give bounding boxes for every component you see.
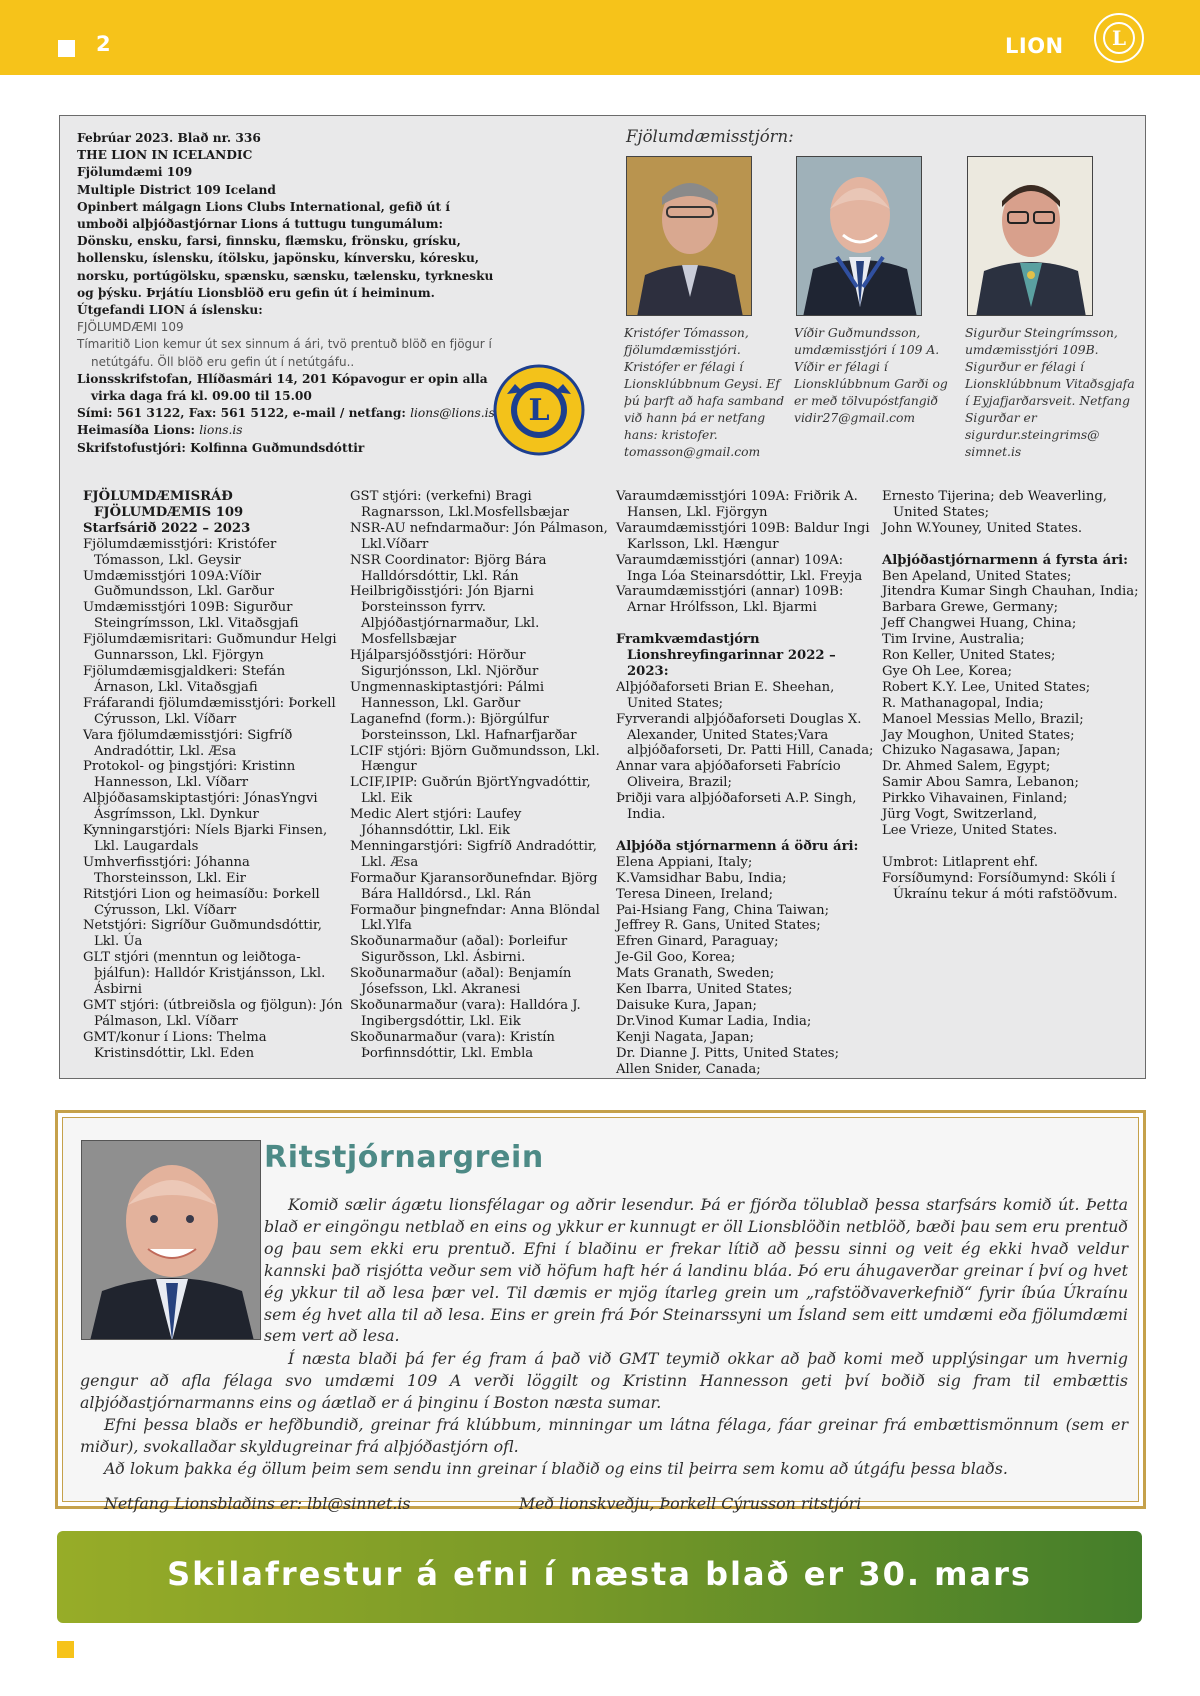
- spacer: [882, 537, 1140, 553]
- list-item: NSR-AU nefndarmaður: Jón Pálmason, Lkl.Víðarr: [350, 520, 608, 552]
- list-item: Lee Vrieze, United States.: [882, 823, 1058, 839]
- publisher-label: Útgefandi LION á íslensku:: [77, 303, 263, 318]
- page-header: [0, 0, 1200, 75]
- list-item: GST stjóri: (verkefni) Bragi Ragnarsson, Lkl.Mosfellsbæjar: [350, 489, 569, 520]
- list-item: Tim Irvine, Australia;: [882, 632, 1025, 648]
- spacer: [882, 839, 1140, 855]
- list-item: Skoðunarmaður (aðal): Þorleifur Sigurðsson, Lkl. Ásbirni.: [350, 934, 568, 966]
- spacer: [616, 616, 874, 632]
- list-item: Efren Ginard, Paraguay;: [616, 934, 779, 950]
- website-link[interactable]: lions.is: [199, 423, 243, 438]
- list-item: Ernesto Tijerina; deb Weaverling, United States;: [882, 489, 1107, 520]
- list-item: Ben Apeland, United States;: [882, 568, 1072, 584]
- list-item: Laganefnd (form.): Björgúlfur Þorsteinsson, Lkl. Hafnarfjarðar: [350, 711, 577, 743]
- editorial-paragraph-2: Í næsta blaði þá fer ég fram á það við GMT teymið okkar að það komi með upplýsingar um hvernig gengur að afla félaga svo umdæmi 109 A verði löggilt og Kristinn Hannesson geti því boðið sig fram til embættis alþjóðastjórnarmanns eins og áætlað er á þinginu í Boston næsta sumar.: [80, 1349, 1128, 1412]
- list-item: Fjölumdæmisritari: Guðmundur Helgi Gunnarsson, Lkl. Fjörgyn: [83, 632, 337, 664]
- list-item: Manoel Messias Mello, Brazil;: [882, 711, 1084, 727]
- list-item: Dr.Vinod Kumar Ladia, India;: [616, 1013, 812, 1029]
- list-item: NSR Coordinator: Björg Bára Halldórsdóttir, Lkl. Rán: [350, 552, 547, 584]
- list-item: Umdæmisstjóri 109B: Sigurður Steingrímsson, Lkl. Vitaðsgjafi: [83, 600, 299, 632]
- list-item: Teresa Dineen, Ireland;: [616, 886, 774, 902]
- list-item: Ron Keller, United States;: [882, 648, 1056, 664]
- website-line: Heimasíða Lions: lions.is: [77, 423, 243, 438]
- svg-text:L: L: [528, 393, 550, 428]
- office-info: Lionsskrifstofan, Hlíðasmári 14, 201 Kópavogur er opin alla virka daga frá kl. 09.00 til 15.00: [77, 371, 488, 404]
- list-item: GLT stjóri (menntun og leiðtoga-þjálfun): Halldór Kristjánsson, Lkl. Ásbirni: [83, 950, 326, 998]
- list-item: Varaumdæmisstjóri 109A: Friðrik A. Hansen, Lkl. Fjörgyn: [616, 489, 858, 520]
- portrait-vidir-icon: [796, 156, 922, 316]
- list-item: Barbara Grewe, Germany;: [882, 600, 1059, 616]
- editorial-inner: [62, 1117, 1139, 1513]
- list-item: Formaður þingnefndar: Anna Blöndal Lkl.Ylfa: [350, 902, 600, 934]
- list-item: Pirkko Vihavainen, Finland;: [882, 791, 1068, 807]
- list-item: Annar vara aþjóðaforseti Fabrício Oliveira, Brazil;: [616, 759, 841, 791]
- list-item: Varaumdæmisstjóri (annar) 109A: Inga Lóa Steinarsdóttir, Lkl. Freyja: [616, 552, 863, 584]
- executive-heading: Framkvæmdastjórn Lionshreyfingarinnar 2022 – 2023:: [616, 632, 836, 679]
- masthead-box: [59, 115, 1146, 1079]
- portrait-sigurdur-icon: [967, 156, 1093, 316]
- list-item: Formaður Kjaransorðunefndar. Björg Bára Halldórsd., Lkl. Rán: [350, 870, 598, 902]
- list-item: Umbrot: Litlaprent ehf.: [882, 854, 1039, 870]
- list-item: Chizuko Nagasawa, Japan;: [882, 743, 1061, 759]
- list-item: Vara fjölumdæmisstjóri: Sigfríð Andradóttir, Lkl. Æsa: [83, 727, 293, 759]
- council-column-4: [882, 489, 1140, 903]
- list-item: Mats Granath, Sweden;: [616, 966, 775, 982]
- list-item: Kynningarstjóri: Níels Bjarki Finsen, Lkl. Laugardals: [83, 823, 328, 854]
- contact-line: Sími: 561 3122, Fax: 561 5122, e-mail / netfang: lions@lions.is: [77, 406, 495, 421]
- council-column-1: [83, 489, 343, 1062]
- editorial-paragraph-1: Komið sælir ágætu lionsfélagar og aðrir lesendur. Þá er fjórða tölublað þessa starfsárs komið út. Þetta blað er eingöngu netblað en eins og ykkur er kunnugt er öll Lionsblöðin netblöð, bæði þau sem eru prentuð og þau sem ekki eru prentuð. Efni í blaðinu er frekar lítið að þessu sinni og veit ég ekki hvað veldur kannski það risjótta veður sem við höfum haft hér á landinu bláa. Þó eru áhugaverðar greinar í því og hvet ég ykkur til að lesa þær vel. Til dæmis er mjög ítarleg grein um „rafstöðvaverkefnið“ fyrir íbúa Úkraínu sem ég hvet alla til að lesa. Eins er grein frá Þór Steinarssyni um Ísland sem eitt umdæmi eða fjölumdæmi sem vert að lesa.: [264, 1195, 1128, 1346]
- spacer: [616, 823, 874, 839]
- editorial-paragraph-4: Að lokum þakka ég öllum þeim sem sendu inn greinar í blaðið og eins til þeirra sem komu að útgáfu þessa blaðs.: [104, 1459, 1008, 1478]
- council-year: Starfsárið 2022 – 2023: [83, 520, 251, 536]
- portrait-kristofer-icon: [626, 156, 752, 316]
- svg-text:L: L: [1111, 26, 1127, 50]
- list-item: Medic Alert stjóri: Laufey Jóhannsdóttir, Lkl. Eik: [350, 807, 522, 839]
- list-item: Ungmennaskiptastjóri: Pálmi Hannesson, Lkl. Garður: [350, 679, 545, 711]
- council-column-3: [616, 489, 874, 1078]
- board-caption-2: Víðir Guðmundsson, umdæmisstjóri í 109 A. Víðir er félagi í Lionsklúbbnum Garði og er með tölvupóstfangið vidir27@gmail.com: [794, 326, 948, 425]
- list-item: Robert K.Y. Lee, United States;: [882, 679, 1091, 695]
- board-caption-3: Sigurður Steingrímsson, umdæmisstjóri 109B. Sigurður er félagi í Lionsklúbbnum Vitaðsgjafa í Eyjafjarðarsveit. Netfang Sigurðar er sigurdur.steingrims@ simnet.is: [965, 326, 1135, 459]
- list-item: K.Vamsidhar Babu, India;: [616, 870, 787, 886]
- list-item: Dr. Dianne J. Pitts, United States;: [616, 1045, 840, 1061]
- list-item: Alþjóðasamskiptastjóri: JónasYngvi Ásgrímsson, Lkl. Dynkur: [83, 791, 318, 823]
- board-caption-1: Kristófer Tómasson, fjölumdæmisstjóri. Kristófer er félagi í Lionsklúbbnum Geysi. Ef þú þarft að hafa samband við hann þá er netfang hans: kristofer. tomasson@gmail.com: [624, 326, 785, 459]
- lions-international-emblem-icon: [493, 364, 585, 456]
- list-item: Umhverfisstjóri: Jóhanna Thorsteinsson, Lkl. Eir: [83, 854, 250, 886]
- list-item: Gye Oh Lee, Korea;: [882, 663, 1013, 679]
- list-item: Kenji Nagata, Japan;: [616, 1029, 754, 1045]
- list-item: Hjálparsjóðsstjóri: Hörður Sigurjónsson, Lkl. Njörður: [350, 648, 539, 679]
- publication-frequency: Tímaritið Lion kemur út sex sinnum á ári, tvö prentuð blöð en fjögur í netútgáfu. Öll blöð eru gefin út í netútgáfu..: [77, 337, 492, 369]
- lions-emblem-icon: [1093, 12, 1145, 64]
- editorial-signature: Með lionskveðju, Þorkell Cýrusson ritstjóri: [519, 1494, 862, 1513]
- publication-info: [77, 130, 497, 457]
- list-item: Varaumdæmisstjóri (annar) 109B: Arnar Hrólfsson, Lkl. Bjarmi: [616, 584, 844, 616]
- deadline-text: Skilafrestur á efni í næsta blað er 30. mars: [167, 1555, 1032, 1593]
- council-column-2: [350, 489, 608, 1062]
- list-item: Samir Abou Samra, Lebanon;: [882, 775, 1079, 791]
- list-item: Fráfarandi fjölumdæmisstjóri: Þorkell Cýrusson, Lkl. Víðarr: [83, 695, 336, 727]
- publication-description: Opinbert málgagn Lions Clubs International, gefið út í umboði alþjóðastjórnar Lions á tuttugu tungumálum: Dönsku, ensku, farsi, finnsku, flæmsku, frönsku, grísku, hollensku, íslensku, ítölsku, japönsku, kínversku, kóresku, norsku, portúgölsku, spænsku, sænsku, tælensku, tyrknesku og þýsku. Þrjátíu Lionsblöð eru gefin út í heiminum.: [77, 199, 494, 300]
- list-item: Þriðji vara alþjóðaforseti A.P. Singh, India.: [616, 791, 857, 823]
- publisher-name: FJÖLUMDÆMI 109: [77, 320, 184, 335]
- list-item: Netstjóri: Sigríður Guðmundsdóttir, Lkl. Úa: [83, 918, 322, 950]
- list-item: Fyrverandi alþjóðaforseti Douglas X. Alexander, United States;Vara alþjóðaforseti, Dr. Patti Hill, Canada;: [616, 711, 874, 759]
- list-item: Ken Ibarra, United States;: [616, 982, 793, 998]
- first-year-heading: Alþjóðastjórnarmenn á fyrsta ári:: [882, 552, 1129, 568]
- list-item: Fjölumdæmisstjóri: Kristófer Tómasson, Lkl. Geysir: [83, 536, 277, 568]
- list-item: GMT stjóri: (útbreiðsla og fjölgun): Jón Pálmason, Lkl. Víðarr: [83, 998, 343, 1029]
- list-item: Jürg Vogt, Switzerland,: [882, 807, 1038, 823]
- issue-date: Febrúar 2023. Blað nr. 336: [77, 131, 261, 145]
- list-item: R. Mathanagopal, India;: [882, 695, 1044, 711]
- list-item: Menningarstjóri: Sigfríð Andradóttir, Lkl. Æsa: [350, 838, 597, 870]
- list-item: Dr. Ahmed Salem, Egypt;: [882, 759, 1051, 775]
- council-heading: FJÖLUMDÆMISRÁÐ: [83, 489, 233, 504]
- page-number: 2: [96, 32, 111, 56]
- publication-name: THE LION IN ICELANDIC: [77, 148, 253, 163]
- district-name-en: Multiple District 109 Iceland: [77, 182, 276, 197]
- magazine-title: LION: [1005, 34, 1064, 58]
- list-item: Fjölumdæmisgjaldkeri: Stefán Árnason, Lkl. Vitaðsgjafi: [83, 663, 286, 695]
- board-title: Fjölumdæmisstjórn:: [626, 127, 794, 146]
- list-item: John W.Youney, United States.: [882, 520, 1083, 536]
- office-manager: Skrifstofustjóri: Kolfinna Guðmundsdóttir: [77, 440, 365, 455]
- list-item: Allen Snider, Canada;: [616, 1061, 761, 1077]
- list-item: Skoðunarmaður (aðal): Benjamín Jósefsson, Lkl. Akranesi: [350, 966, 572, 998]
- footer-marker-square: [57, 1641, 74, 1658]
- list-item: Protokol- og þingstjóri: Kristinn Hannesson, Lkl. Víðarr: [83, 759, 296, 791]
- list-item: LCIF stjóri: Björn Guðmundsson, Lkl. Hængur: [350, 743, 600, 775]
- list-item: Skoðunarmaður (vara): Halldóra J. Ingibergsdóttir, Lkl. Eik: [350, 998, 581, 1029]
- second-year-heading: Alþjóða stjórnarmenn á öðru ári:: [616, 838, 859, 854]
- list-item: Umdæmisstjóri 109A:Víðir Guðmundsson, Lkl. Garður: [83, 568, 275, 600]
- deadline-banner: [57, 1531, 1142, 1623]
- council-subheading: FJÖLUMDÆMIS 109: [94, 504, 244, 520]
- list-item: Skoðunarmaður (vara): Kristín Þorfinnsdóttir, Lkl. Embla: [350, 1029, 555, 1061]
- email-link[interactable]: lions@lions.is: [410, 406, 495, 421]
- list-item: Ritstjóri Lion og heimasíðu: Þorkell Cýrusson, Lkl. Víðarr: [83, 886, 320, 918]
- district-name: Fjölumdæmi 109: [77, 165, 193, 180]
- list-item: Elena Appiani, Italy;: [616, 854, 753, 870]
- list-item: Jay Moughon, United States;: [882, 727, 1075, 743]
- list-item: Varaumdæmisstjóri 109B: Baldur Ingi Karlsson, Lkl. Hængur: [616, 520, 870, 552]
- editorial-box: [55, 1110, 1146, 1513]
- editorial-email-line: Netfang Lionsblaðins er: lbl@sinnet.is: [104, 1494, 411, 1513]
- list-item: Pai-Hsiang Fang, China Taiwan;: [616, 902, 830, 918]
- list-item: Heilbrigðisstjóri: Jón Bjarni Þorsteinsson fyrrv. Alþjóðastjórnarmaður, Lkl. Mosfellsbæjar: [350, 584, 540, 648]
- list-item: GMT/konur í Lions: Thelma Kristinsdóttir, Lkl. Eden: [83, 1029, 267, 1061]
- page-marker-square: [58, 40, 75, 57]
- list-item: Jeffrey R. Gans, United States;: [616, 918, 821, 934]
- list-item: Alþjóðaforseti Brian E. Sheehan, United States;: [616, 679, 835, 711]
- list-item: Forsíðumynd: Forsíðumynd: Skóli í Úkraínu tekur á móti rafstöðvum.: [882, 870, 1118, 902]
- list-item: LCIF,IPIP: Guðrún BjörtYngvadóttir, Lkl. Eik: [350, 775, 591, 807]
- editorial-title: Ritstjórnargrein: [264, 1140, 544, 1175]
- list-item: Jeff Changwei Huang, China;: [882, 616, 1077, 632]
- list-item: Jitendra Kumar Singh Chauhan, India;: [882, 584, 1139, 600]
- editorial-paragraph-3: Efni þessa blaðs er hefðbundið, greinar frá klúbbum, minningar um látna félaga, fáar greinar frá embættismönnum (sem er miður), svokallaðar skyldugreinar frá alþjóðastjórn ofl.: [80, 1415, 1128, 1456]
- editor-portrait-icon: [81, 1140, 261, 1340]
- list-item: Je-Gil Goo, Korea;: [616, 950, 736, 966]
- list-item: Daisuke Kura, Japan;: [616, 997, 757, 1013]
